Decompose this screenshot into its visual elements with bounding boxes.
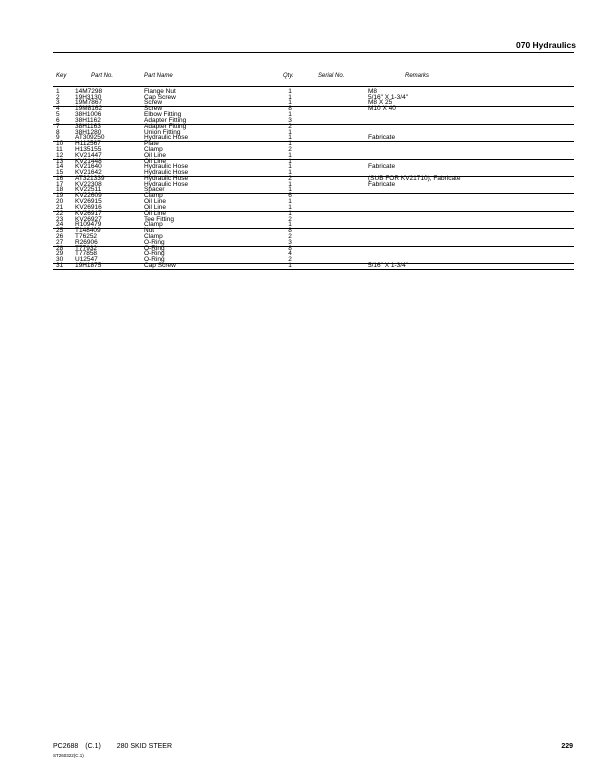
row-part-name: Cap Screw <box>144 93 176 101</box>
row-part-name: O-Ring <box>144 256 165 263</box>
row-part-no: KV22609 <box>75 192 102 200</box>
footer <box>53 743 172 750</box>
col-remarks-header: Remarks <box>405 73 430 79</box>
row-key: 28 <box>56 244 64 252</box>
row-key: 18 <box>56 186 64 194</box>
row-part-name: O-Ring <box>144 244 165 252</box>
row-qty: 2 <box>288 256 292 263</box>
row-part-no: 19M8162 <box>75 105 103 113</box>
row-qty: 3 <box>288 116 292 124</box>
row-key: 5 <box>56 111 60 119</box>
row-part-name: Oil Line <box>144 157 167 165</box>
row-remarks: 5/16" X 1-3/4" <box>368 262 409 269</box>
row-remarks: Fabricate <box>368 163 396 171</box>
row-part-name: Tee Fitting <box>144 215 174 223</box>
row-remarks: M8 <box>368 88 378 95</box>
col-key-header: Key <box>56 73 67 79</box>
row-key: 27 <box>56 238 64 246</box>
row-qty: 1 <box>288 140 292 148</box>
row-key: 26 <box>56 232 64 240</box>
footer-pub: PC2688 <box>53 743 79 750</box>
row-remarks: 5/16" X 1-3/4" <box>368 93 409 101</box>
row-key: 3 <box>56 99 60 107</box>
row-qty: 6 <box>288 192 292 200</box>
row-part-no: R109479 <box>75 221 102 229</box>
row-key: 21 <box>56 203 64 211</box>
col-part-no-header: Part No. <box>91 73 114 79</box>
row-part-name: O-Ring <box>144 238 165 246</box>
row-part-name: Oil Line <box>144 151 167 159</box>
row-qty: 8 <box>288 105 292 113</box>
row-key: 13 <box>56 157 64 165</box>
row-part-name: Oil Line <box>144 198 167 206</box>
row-part-no: AT309250 <box>75 134 105 142</box>
row-part-no: 19H1875 <box>75 262 102 269</box>
col-qty-header: Qty. <box>283 73 294 79</box>
row-qty: 2 <box>288 175 292 182</box>
row-part-name: Hydraulic Hose <box>144 180 189 188</box>
row-part-no: KV26916 <box>75 203 102 211</box>
row-part-no: KV21642 <box>75 169 102 176</box>
row-part-name: Union Fitting <box>144 128 181 136</box>
row-part-no: U12547 <box>75 256 98 263</box>
row-part-name: Oil Line <box>144 209 167 217</box>
row-qty: 4 <box>288 250 292 258</box>
row-qty: 1 <box>288 134 292 142</box>
row-qty: 1 <box>288 128 292 136</box>
row-qty: 1 <box>288 163 292 171</box>
row-qty: 1 <box>288 186 292 194</box>
row-part-no: 38H1163 <box>75 122 101 130</box>
row-qty: 1 <box>288 157 292 165</box>
col-part-name-header: Part Name <box>144 73 173 79</box>
row-key: 17 <box>56 180 64 188</box>
row-part-no: KV26927 <box>75 215 102 223</box>
row-key: 14 <box>56 163 64 171</box>
row-part-name: Clamp <box>144 221 163 229</box>
row-key: 23 <box>56 215 64 223</box>
row-part-no: 14M7298 <box>75 88 103 95</box>
row-remarks: Fabricate <box>368 180 396 188</box>
row-part-name: Screw <box>144 105 163 113</box>
row-part-no: KV22511 <box>75 186 102 194</box>
header-rule <box>53 52 574 53</box>
row-key: 31 <box>56 262 64 269</box>
row-part-name: Clamp <box>144 145 163 153</box>
footer-code: ST260322(C.1) <box>53 753 84 758</box>
row-part-name: Hydraulic Hose <box>144 175 189 182</box>
row-part-name: Hydraulic Hose <box>144 134 189 142</box>
row-part-no: 19H3130 <box>75 93 102 101</box>
row-part-name: Flange Nut <box>144 88 176 95</box>
row-key: 1 <box>56 88 60 95</box>
row-remarks: Fabricate <box>368 134 396 142</box>
row-qty: 1 <box>288 151 292 159</box>
row-part-no: 38H1280 <box>75 128 102 136</box>
row-key: 20 <box>56 198 64 206</box>
row-remarks: M8 X 25 <box>368 99 393 107</box>
footer-rev: (C.1) <box>85 743 101 750</box>
row-key: 11 <box>56 145 63 153</box>
row-key: 4 <box>56 105 60 113</box>
row-part-name: Screw <box>144 99 163 107</box>
row-part-name: Cap Screw <box>144 262 176 269</box>
page-number: 229 <box>561 743 573 750</box>
row-key: 19 <box>56 192 64 200</box>
row-remarks: (SUB FOR KV21710), Fabricate <box>368 175 461 182</box>
row-qty: 1 <box>288 93 292 101</box>
row-part-name: O-Ring <box>144 250 165 258</box>
row-qty: 1 <box>288 169 292 176</box>
row-key: 22 <box>56 209 64 217</box>
row-part-no: KV21640 <box>75 163 102 171</box>
row-part-name: Hydraulic Hose <box>144 169 189 176</box>
col-serial-header: Serial No. <box>318 73 345 79</box>
row-part-no: T148409 <box>75 227 101 235</box>
section-title: 070 Hydraulics <box>515 40 576 50</box>
row-qty: 1 <box>288 198 292 206</box>
row-part-no: T77932 <box>75 244 98 252</box>
row-part-no: AT321339 <box>75 175 105 182</box>
row-key: 24 <box>56 221 64 229</box>
row-part-name: Elbow Fitting <box>144 111 182 119</box>
row-key: 16 <box>56 175 64 182</box>
row-part-no: T77858 <box>75 250 98 258</box>
table-top-rule <box>53 86 574 87</box>
row-key: 2 <box>56 93 60 101</box>
row-part-no: 38H1006 <box>75 111 102 119</box>
row-part-no: H112567 <box>75 140 101 148</box>
row-qty: 2 <box>288 145 292 153</box>
row-part-name: Adapter Fitting <box>144 122 187 130</box>
row-key: 6 <box>56 116 60 124</box>
row-qty: 1 <box>288 99 292 107</box>
row-part-no: KV26917 <box>75 209 102 217</box>
row-qty: 1 <box>288 203 292 211</box>
row-qty: 2 <box>288 215 292 223</box>
row-part-name: Oil Line <box>144 203 167 211</box>
row-part-no: 19M7867 <box>75 99 103 107</box>
row-part-no: KV21448 <box>75 157 102 165</box>
group-separator <box>53 269 574 270</box>
row-key: 30 <box>56 256 64 263</box>
row-key: 9 <box>56 134 60 142</box>
row-key: 8 <box>56 128 60 136</box>
row-remarks: M10 X 40 <box>368 105 396 113</box>
row-part-no: H135155 <box>75 145 102 153</box>
row-key: 12 <box>56 151 64 159</box>
row-part-no: KV21447 <box>75 151 102 159</box>
row-qty: 1 <box>288 88 292 95</box>
row-qty: 1 <box>288 111 292 119</box>
row-qty: 8 <box>288 244 292 252</box>
row-key: 15 <box>56 169 64 176</box>
row-key: 29 <box>56 250 64 258</box>
row-part-name: Clamp <box>144 192 163 200</box>
row-key: 7 <box>56 122 60 130</box>
row-qty: 1 <box>288 221 292 229</box>
row-qty: 1 <box>288 262 292 269</box>
row-part-no: R26906 <box>75 238 98 246</box>
row-part-name: Clamp <box>144 232 163 240</box>
row-part-no: KV22308 <box>75 180 102 188</box>
row-qty: 3 <box>288 238 292 246</box>
row-qty: 2 <box>288 122 292 130</box>
row-qty: 1 <box>288 209 292 217</box>
row-part-no: 38H1162 <box>75 116 101 124</box>
row-key: 10 <box>56 140 64 148</box>
row-part-name: Adapter Fitting <box>144 116 187 124</box>
footer-title: 280 SKID STEER <box>116 743 173 750</box>
row-part-name: Nut <box>144 227 155 235</box>
row-key: 25 <box>56 227 64 235</box>
row-qty: 2 <box>288 232 292 240</box>
row-part-name: Plate <box>144 140 159 148</box>
row-part-name: Spacer <box>144 186 165 194</box>
row-part-no: KV26915 <box>75 198 102 206</box>
row-part-name: Hydraulic Hose <box>144 163 189 171</box>
row-qty: 1 <box>288 180 292 188</box>
row-qty: 8 <box>288 227 292 235</box>
row-part-no: T76252 <box>75 232 98 240</box>
